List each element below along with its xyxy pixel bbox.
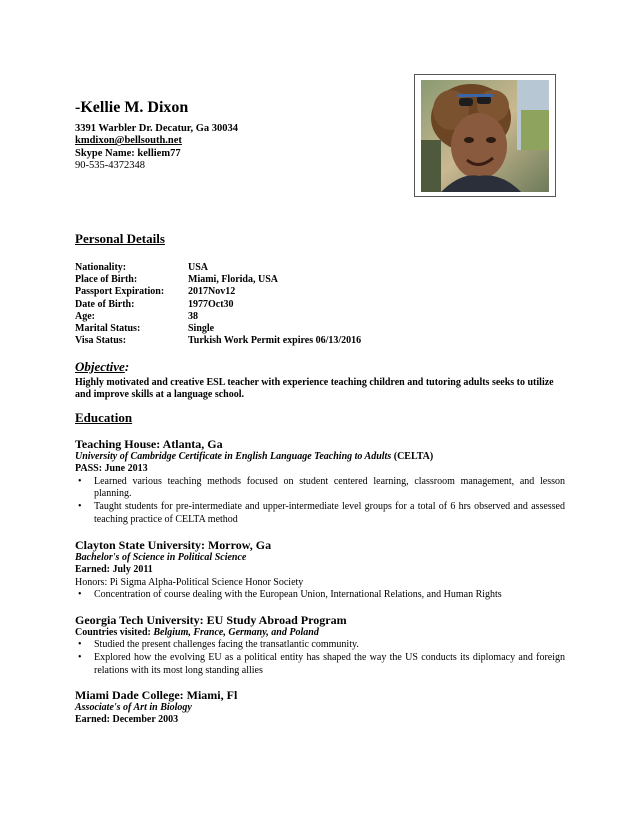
earned-line: Earned: July 2011 xyxy=(75,564,153,576)
detail-value: 1977Oct30 xyxy=(188,298,234,310)
honors-line: Honors: Pi Sigma Alpha-Political Science Honor Society xyxy=(75,576,304,588)
countries-line xyxy=(75,627,565,639)
list-item xyxy=(75,589,565,602)
bullet-list xyxy=(75,589,565,602)
bullet-icon: • xyxy=(78,652,82,663)
detail-label: Visa Status: xyxy=(75,335,127,347)
phone-number: 90-535-4372348 xyxy=(75,160,145,172)
countries-value: Belgium, France, Germany, and Poland xyxy=(153,627,319,638)
bullet-text: Explored how the evolving EU as a political entity has shaped the way the US conducts its diplomacy and foreign relations with its most long standing allies xyxy=(94,652,565,676)
education-entry-miami-dade xyxy=(75,688,565,727)
earned-line: PASS: June 2013 xyxy=(75,463,148,475)
detail-label: Age: xyxy=(75,310,95,322)
detail-value: 38 xyxy=(188,310,198,322)
contact-header xyxy=(75,99,395,173)
personal-details-heading: Personal Details xyxy=(75,231,165,246)
profile-photo xyxy=(421,80,549,192)
degree-line xyxy=(75,451,565,463)
detail-label: Nationality: xyxy=(75,262,127,273)
bullet-text: Taught students for pre-intermediate and upper-intermediate level groups for a total of 6 hrs observed and assessed teaching practice of CELTA method xyxy=(94,501,565,525)
objective-section xyxy=(75,359,565,402)
education-heading: Education xyxy=(75,410,133,425)
detail-value: 2017Nov12 xyxy=(188,286,236,298)
detail-value: Turkish Work Permit expires 06/13/2016 xyxy=(188,335,362,347)
detail-value: USA xyxy=(188,262,209,273)
address: 3391 Warbler Dr. Decatur, Ga 30034 xyxy=(75,123,239,134)
objective-text: Highly motivated and creative ESL teacher with experience teaching children and tutoring adults seeks to utilize and improve skills at a language school. xyxy=(75,377,554,401)
detail-value: Single xyxy=(188,323,215,335)
detail-row xyxy=(75,299,555,311)
list-item xyxy=(75,652,565,677)
detail-value: Miami, Florida, USA xyxy=(188,274,278,286)
degree-name: Associate's of Art in Biology xyxy=(75,702,192,713)
bullet-text: Studied the present challenges facing the transatlantic community. xyxy=(94,639,359,651)
degree-suffix: (CELTA) xyxy=(391,451,434,462)
bullet-icon: • xyxy=(78,475,82,487)
bullet-list xyxy=(75,476,565,526)
objective-heading xyxy=(75,359,565,375)
bullet-text: Learned various teaching methods focused on student centered learning, classroom management, and lesson planning. xyxy=(94,475,565,500)
personal-details-table xyxy=(75,262,555,347)
email-link[interactable]: kmdixon@bellsouth.net xyxy=(75,135,182,147)
detail-row xyxy=(75,335,555,347)
bullet-icon: • xyxy=(78,639,82,651)
institution-name: Miami Dade College: Miami, Fl xyxy=(75,688,238,702)
earned-line: Earned: December 2003 xyxy=(75,714,179,726)
list-item xyxy=(75,501,565,526)
education-entry-teaching-house xyxy=(75,437,565,526)
institution-name: Teaching House: Atlanta, Ga xyxy=(75,437,223,451)
portrait-image xyxy=(421,80,549,192)
institution-name: Clayton State University: Morrow, Ga xyxy=(75,538,272,552)
objective-heading-text: Objective xyxy=(75,359,125,374)
institution-name: Georgia Tech University: EU Study Abroad Program xyxy=(75,613,347,627)
detail-label: Date of Birth: xyxy=(75,298,135,310)
detail-label: Place of Birth: xyxy=(75,274,138,286)
bullet-icon: • xyxy=(78,501,82,512)
profile-photo-frame xyxy=(414,74,556,197)
bullet-text: Concentration of course dealing with the European Union, International Relations, and Human Rights xyxy=(94,589,502,601)
detail-label: Passport Expiration: xyxy=(75,286,165,298)
countries-label: Countries visited: xyxy=(75,627,154,638)
bullet-icon: • xyxy=(78,589,82,601)
detail-row xyxy=(75,323,555,335)
detail-row xyxy=(75,286,555,298)
education-entry-georgia-tech xyxy=(75,613,565,677)
detail-label: Marital Status: xyxy=(75,323,141,335)
detail-row xyxy=(75,262,555,274)
bullet-list xyxy=(75,639,565,677)
objective-heading-colon: : xyxy=(124,359,130,374)
skype-name: Skype Name: kelliem77 xyxy=(75,147,181,159)
list-item xyxy=(75,476,565,501)
education-entry-clayton-state xyxy=(75,538,565,602)
degree-name: Bachelor's of Science in Political Science xyxy=(75,552,247,563)
degree-name: University of Cambridge Certificate in English Language Teaching to Adults xyxy=(75,451,392,462)
detail-row xyxy=(75,274,555,286)
list-item xyxy=(75,639,565,652)
detail-row xyxy=(75,311,555,323)
candidate-name: -Kellie M. Dixon xyxy=(75,99,189,116)
